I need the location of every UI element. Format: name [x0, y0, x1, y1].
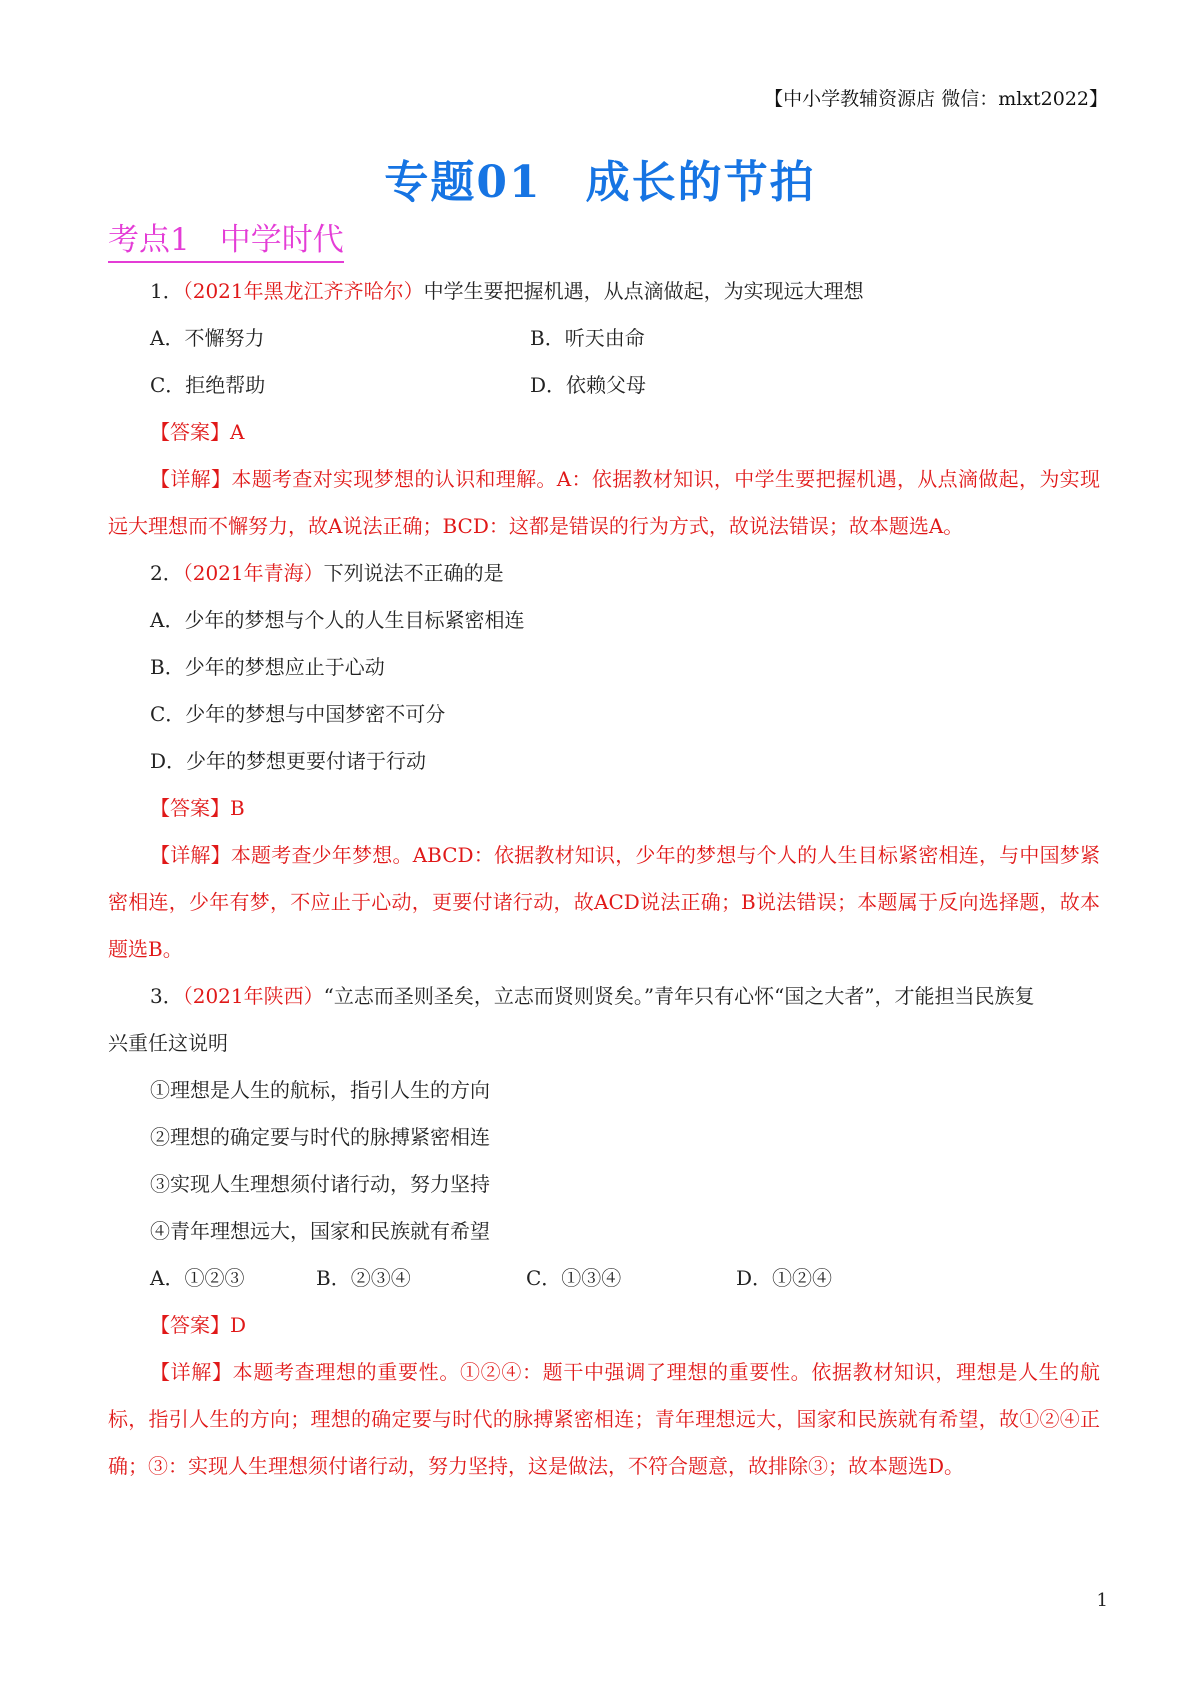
option-d: D．依赖父母	[530, 373, 647, 397]
question-3	[108, 973, 1100, 1490]
question-stem	[108, 550, 1100, 597]
question-1	[108, 268, 1100, 550]
detail-label: 【详解】	[150, 467, 232, 491]
section-name: 中学时代	[219, 222, 344, 258]
question-number: 3．	[150, 984, 183, 1008]
title-part3: 成长的节拍	[585, 157, 816, 208]
question-text: 中学生要把握机遇，从点滴做起，为实现远大理想	[423, 279, 864, 303]
question-number: 2．	[150, 561, 183, 585]
question-source: （2021年黑龙江齐齐哈尔）	[182, 279, 424, 303]
page-title	[0, 146, 1200, 210]
question-source: （2021年陕西）	[182, 984, 324, 1008]
statement-item: ④青年理想远大，国家和民族就有希望	[150, 1219, 490, 1243]
page-number: 1	[1096, 1590, 1108, 1611]
option-d: D．少年的梦想更要付诸于行动	[150, 749, 427, 773]
detail	[108, 456, 1100, 550]
question-stem	[108, 973, 1100, 1020]
statement-item: ①理想是人生的航标，指引人生的方向	[150, 1078, 490, 1102]
question-stem	[108, 268, 1100, 315]
section-heading	[108, 214, 344, 263]
question-2	[108, 550, 1100, 973]
title-part1: 专题	[384, 157, 477, 208]
question-text: 下列说法不正确的是	[323, 561, 504, 585]
option-b: B．②③④	[316, 1266, 411, 1290]
header-note: 【中小学教辅资源店 微信：mlxt2022】	[764, 88, 1108, 110]
option-a: A．少年的梦想与个人的人生目标紧密相连	[150, 608, 525, 632]
answer: 【答案】B	[150, 796, 245, 820]
option-a: A．①②③	[150, 1266, 245, 1290]
answer: 【答案】D	[150, 1313, 247, 1337]
option-b: B．少年的梦想应止于心动	[150, 655, 385, 679]
statement-item: ②理想的确定要与时代的脉搏紧密相连	[150, 1125, 490, 1149]
detail	[108, 1349, 1100, 1490]
option-c: C．①③④	[526, 1266, 622, 1290]
option-b: B．听天由命	[530, 326, 645, 350]
statement-item: ③实现人生理想须付诸行动，努力坚持	[150, 1172, 490, 1196]
detail-label: 【详解】	[150, 843, 231, 867]
question-text: “立志而圣则圣矣，立志而贤则贤矣。”青年只有心怀“国之大者”，才能担当民族复	[323, 984, 1035, 1008]
section-num: 1	[170, 222, 190, 258]
option-c: C．拒绝帮助	[150, 373, 266, 397]
detail-text: 本题考查少年梦想。ABCD：依据教材知识，少年的梦想与个人的人生目标紧密相连，与中国梦紧密相连，少年有梦，不应止于心动，更要付诸行动，故ACD说法正确；B说法错误；本题属于反向选择题，故本题选B。	[108, 843, 1101, 961]
option-d: D．①②④	[736, 1266, 833, 1290]
title-part2: 01	[476, 157, 542, 208]
detail-text: 本题考查理想的重要性。①②④：题干中强调了理想的重要性。依据教材知识，理想是人生的航标，指引人生的方向；理想的确定要与时代的脉搏紧密相连；青年理想远大，国家和民族就有希望，故①②④正确；③：实现人生理想须付诸行动，努力坚持，这是做法，不符合题意，故排除③；故本题选D。	[108, 1360, 1101, 1478]
detail	[108, 832, 1100, 973]
detail-label: 【详解】	[150, 1360, 233, 1384]
options-row	[108, 315, 1100, 362]
option-c: C．少年的梦想与中国梦密不可分	[150, 702, 446, 726]
detail-text: 本题考查对实现梦想的认识和理解。A：依据教材知识，中学生要把握机遇，从点滴做起，为实现远大理想而不懈努力，故A说法正确；BCD：这都是错误的行为方式，故说法错误；故本题选A。	[108, 467, 1100, 538]
answer: 【答案】A	[150, 420, 245, 444]
question-list	[108, 268, 1100, 1490]
options-row	[108, 362, 1100, 409]
question-text-continued: 兴重任这说明	[108, 1031, 228, 1055]
option-a: A．不懈努力	[150, 326, 265, 350]
options-row	[108, 1255, 1100, 1302]
question-source: （2021年青海）	[182, 561, 324, 585]
question-number: 1．	[150, 279, 183, 303]
section-label: 考点	[108, 222, 170, 258]
